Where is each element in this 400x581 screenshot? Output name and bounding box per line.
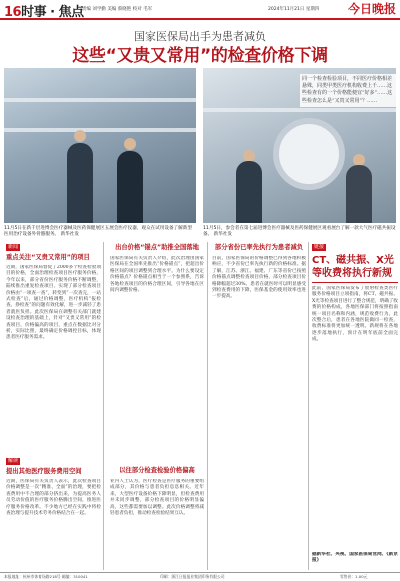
footer-printer: 印刷：浙江日报报业集团印务有限公司 bbox=[160, 574, 225, 579]
analysis-subhead: 提出其他医疗服务费用空间 bbox=[6, 468, 82, 475]
photo-shelf bbox=[4, 128, 196, 132]
right-rule bbox=[312, 282, 398, 283]
photo-person bbox=[117, 151, 143, 223]
pull-quote: 同一个检查检验项目，不同医疗价格相差悬殊，同类甲类医疗机构收费上千……这些检查有的一个价格能便宜“好多”……这些检查怎么是“又贵又常用”？…… bbox=[300, 74, 396, 107]
col3-body: 目前，国家医保局的价格调整已得到各地积极响应，不少省份已率先执行新的价格标准。据了解，江苏、浙江、福建、广东等省份已按照价格锚点调整检查项目价格，部分检查项目价格降幅超过30%。患者在就医时可以明显感受到检查费用的下降，医保基金的使用效率也进一步提高。 bbox=[212, 256, 306, 300]
analysis-tag: 解读 bbox=[8, 458, 19, 464]
photo-shelf bbox=[4, 98, 196, 102]
main-headline: 这些“又贵又常用”的检查价格下调 bbox=[72, 46, 328, 66]
col2-subhead-2: 以往部分检查检验价格偏高 bbox=[119, 467, 195, 474]
photo-person bbox=[236, 161, 262, 223]
col2-subhead: 出台价格“锚点”助推全国落地 bbox=[115, 244, 199, 251]
caption-right: 11月5日，参会者在第七届进博会医疗器械及医药保健展区观看展台了解一款大气医疗磁共振设备。 新华社发 bbox=[203, 226, 396, 237]
page-number: 16 bbox=[4, 5, 22, 20]
photo-person bbox=[346, 165, 372, 223]
right-credit: 据新华社、央视、国家医保局官网、《新京报》 bbox=[312, 552, 398, 564]
col2-body: 国家医保局有关负责人介绍，此次治理由国家医保局在全国率先推出“价格锚点”，把超出价格区间的项目调整到合理水平。为什么要设定价格锚点？价格锚点相当于一个参照系，告诉各地检查项目的价格合理区间，引导各地在区间内调整价格。 bbox=[110, 256, 204, 294]
section-title bbox=[4, 1, 84, 20]
column-divider bbox=[308, 242, 309, 570]
col3-subhead: 部分省份已率先执行为患者减负 bbox=[214, 244, 304, 251]
paper-logo: 今日晚报 bbox=[347, 2, 396, 16]
link-tag: 链接 bbox=[314, 244, 325, 250]
news-tag: 新闻 bbox=[8, 244, 19, 250]
footer-address: 本报地址：杭州市体育场路218号 邮编：310041 bbox=[4, 574, 88, 579]
photo-person-head bbox=[74, 130, 86, 142]
column-divider bbox=[207, 242, 208, 570]
section-name: 时事 · 焦点 bbox=[21, 5, 84, 20]
news-subhead: 重点关注“又贵又常用”的项目 bbox=[6, 254, 90, 261]
masthead bbox=[0, 0, 400, 20]
col2-body-2: 业内人士认为，医疗检查是医疗服务的重要组成部分，其价格与患者负担息息相关。近年来，大型医疗设备价格下降明显，但检查费用并未同步调整，部分检查项目的价格明显偏高，这些都需要加以调整。此次价格调整将减轻患者负担，推动检查检验结果互认。 bbox=[110, 479, 204, 517]
photo-person-head bbox=[124, 138, 136, 150]
right-headline: CT、磁共振、X光等收费将执行新规 bbox=[312, 255, 394, 279]
mri-machine bbox=[273, 118, 345, 190]
news-body: 近期，国家医保局督促了2000多个检查检验项目的价格，全面治理检查项目医疗服务价格，今年以来，部分省份医疗服务价格不断调整，陆续推出重复检查项目，实现了部分检查项目价格由“一项查一查”，转变到“一次查完，一站式检查”后，通过价格调整，医疗机构“报检查、挣检查”的问题有效化解，进一步减轻了患者就医负担。此次医保局在调整有关部门就建设检查治理的基础上，针对“又贵又常用”的检查项目，价格偏高的项目，重点在数据比对分析，实际比照，最终确定价格调控目标，体现患者医疗服务需求。 bbox=[6, 265, 101, 341]
caption-left: 11月5日在新千层进博会医疗器械及医药保健展区五展会医疗仪器，观众在试用设备了解新型医用治疗设备外骨骼服务。 新华社发 bbox=[4, 226, 192, 237]
footer-price: 零售价：1.00元 bbox=[340, 574, 368, 579]
headline-kicker: 国家医保局出手为患者减负 bbox=[134, 30, 266, 43]
column-divider bbox=[103, 242, 104, 570]
analysis-body: 近期，医保局有关负责人表示，此次检查项目价格调整是一次“精准、全面”的治理，要把检查费用中不合理的部分挤出来，为提高医务人员劳动价值的医疗服务价格腾出空间，推进医疗服务价格改革。不少地方已经在实践中将检查治理与提升技术劳务价格结合在一起。 bbox=[6, 479, 101, 517]
right-body: 此前，国家医保局发布了放射检查类医疗服务价格项目立项指南，将CT、磁共振、X光等检查项目进行了整合规范，明确了收费的价格构成，各地医保部门将按照指南统一项目名称和内涵，规范收费行为。此次整合后，患者在各地医院做同一检查，收费标准将更加统一透明。新规将在各地逐步落地执行，预计在明年底前全面完成。 bbox=[312, 286, 398, 343]
photo-shelf bbox=[203, 108, 396, 112]
editors-line: 责编 刘学勤 美编 蔡晓艳 校对 毛军 bbox=[82, 7, 153, 12]
page-footer bbox=[0, 572, 400, 581]
issue-date: 2024年11月21日 星期四 bbox=[268, 7, 320, 12]
photo-left bbox=[4, 68, 196, 223]
photo-person bbox=[67, 143, 93, 223]
